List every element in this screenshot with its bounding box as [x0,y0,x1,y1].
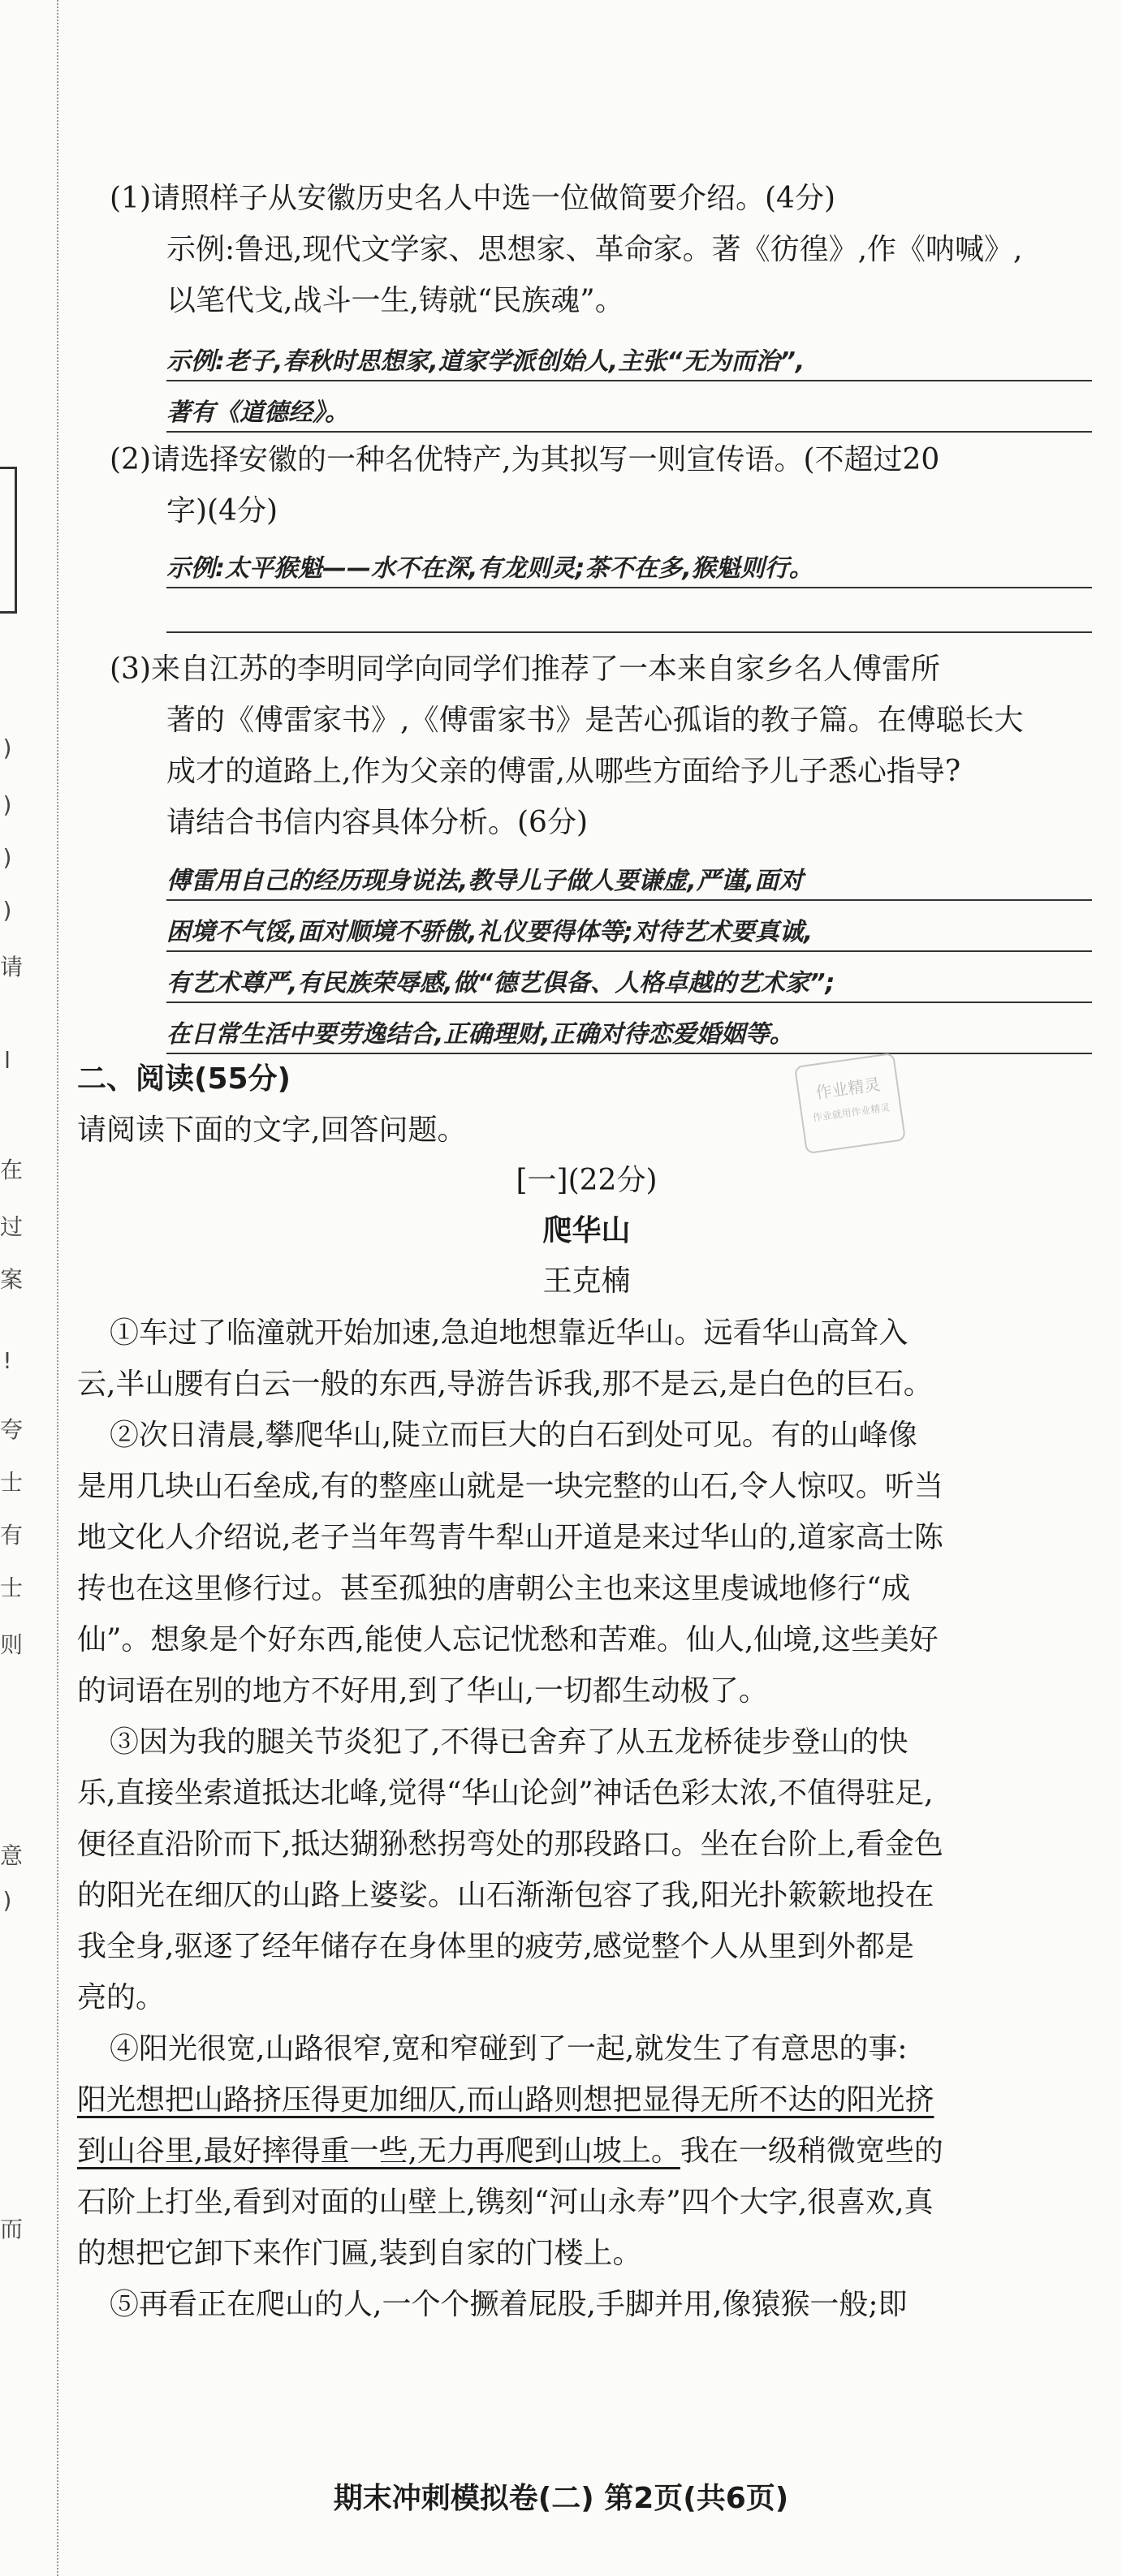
gutter-glyph: 过 [0,1213,24,1240]
gutter-glyph: 士 [0,1574,24,1601]
paragraph-line: ④阳光很宽,山路很窄,宽和窄碰到了一起,就发生了有意思的事: [110,2032,908,2066]
underlined-sentence: 阳光想把山路挤压得更加细仄,而山路则想把显得无所不达的阳光挤 [77,2083,934,2117]
gutter-glyph: 在 [0,1157,24,1183]
underlined-sentence: 到山谷里,最好摔得重一些,无力再爬到山坡上。 [77,2134,680,2168]
article-author: 王克楠 [542,1264,631,1298]
gutter-glyph: ) [2,791,12,818]
section-title: 二、阅读(55分) [77,1062,291,1096]
q3-answer-line: 傅雷用自己的经历现身说法,教导儿子做人要谦虚,严谨,面对 [166,860,1092,901]
paragraph-line: 便径直沿阶而下,抵达猢狲愁拐弯处的那段路口。坐在台阶上,看金色 [77,1828,943,1861]
paragraph-line: 仙”。想象是个好东西,能使人忘记忧愁和苦难。仙人,仙境,这些美好 [77,1623,939,1656]
q1-answer-line: 著有《道德经》。 [166,392,1092,433]
q3-prompt: 成才的道路上,作为父亲的傅雷,从哪些方面给予儿子悉心指导? [166,755,961,788]
gutter-glyph: 请 [0,954,24,980]
paragraph-line: ②次日清晨,攀爬华山,陡立而巨大的白石到处可见。有的山峰像 [110,1419,917,1452]
gutter-glyph: 有 [0,1522,24,1549]
paragraph-line [77,2135,943,2168]
paragraph-line: 云,半山腰有白云一般的东西,导游告诉我,那不是云,是白色的巨石。 [77,1368,933,1401]
gutter-glyph: l [4,1047,11,1074]
stamp-main-text: 作业精灵 [814,1074,882,1103]
gutter-glyph: ! [2,1347,12,1374]
stamp-sub-text: 作业就用作业精灵 [812,1101,891,1124]
q2-prompt: 字)(4分) [166,494,278,528]
paragraph-line: 的阳光在细仄的山路上婆娑。山石渐渐包容了我,阳光扑簌簌地投在 [77,1879,934,1912]
q1-answer-line: 示例:老子,春秋时思想家,道家学派创始人,主张“无为而治”, [166,341,1092,381]
reading-instruction: 请阅读下面的文字,回答问题。 [77,1114,467,1147]
paragraph-line: 我全身,驱逐了经年储存在身体里的疲劳,感觉整个人从里到外都是 [77,1930,914,1963]
q1-prompt: (1)请照样子从安徽历史名人中选一位做简要介绍。(4分) [110,182,835,215]
paragraph-line: 地文化人介绍说,老子当年驾青牛犁山开道是来过华山的,道家高士陈 [77,1521,943,1554]
gutter-glyph: 案 [0,1266,24,1293]
gutter-glyph: ) [2,1887,12,1914]
q1-example-line: 以笔代戈,战斗一生,铸就“民族魂”。 [166,284,624,317]
gutter-glyph: ) [2,897,12,924]
gutter-glyph: 则 [0,1631,24,1658]
paragraph-line: 是用几块山石垒成,有的整座山就是一块完整的山石,令人惊叹。听当 [77,1470,943,1503]
q3-prompt: 请结合书信内容具体分析。(6分) [166,806,588,839]
paragraph-line: ⑤再看正在爬山的人,一个个撅着屁股,手脚并用,像猿猴一般;即 [110,2288,908,2321]
q2-answer-line: 示例:太平猴魁——水不在深,有龙则灵;茶不在多,猴魁则行。 [166,548,1092,588]
q3-prompt: 著的《傅雷家书》,《傅雷家书》是苦心孤诣的教子篇。在傅聪长大 [166,704,1024,737]
q2-prompt: (2)请选择安徽的一种名优特产,为其拟写一则宣传语。(不超过20 [110,443,940,476]
paragraph-text: 我在一级稍微宽些的 [680,2134,943,2168]
q3-prompt: (3)来自江苏的李明同学向同学们推荐了一本来自家乡名人傅雷所 [110,653,940,686]
article-title: 爬华山 [542,1214,631,1247]
page-footer: 期末冲刺模拟卷(二) 第2页(共6页) [333,2482,789,2515]
gutter-glyph: 夸 [0,1416,24,1443]
paragraph-line: ①车过了临潼就开始加速,急迫地想靠近华山。远看华山高耸入 [110,1316,908,1350]
paragraph-line: 抟也在这里修行过。甚至孤独的唐朝公主也来这里虔诚地修行“成 [77,1572,911,1605]
part-label: [一](22分) [516,1164,658,1197]
q3-answer-line: 困境不气馁,面对顺境不骄傲,礼仪要得体等;对待艺术要真诚, [166,911,1092,952]
gutter-box [0,467,17,614]
paragraph-line: ③因为我的腿关节炎犯了,不得已舍弃了从五龙桥徒步登山的快 [110,1725,908,1759]
paragraph-line: 的词语在别的地方不好用,到了华山,一切都生动极了。 [77,1674,768,1708]
gutter-glyph: ) [2,844,12,871]
paragraph-line: 的想把它卸下来作门匾,装到自家的门楼上。 [77,2237,642,2270]
q3-answer-line: 在日常生活中要劳逸结合,正确理财,正确对待恋爱婚姻等。 [166,1014,1092,1054]
paragraph-line: 亮的。 [77,1981,166,2014]
gutter-glyph: 士 [0,1469,24,1496]
gutter-glyph: 意 [0,1842,24,1869]
q1-example-line: 示例:鲁迅,现代文学家、思想家、革命家。著《彷徨》,作《呐喊》, [166,233,1023,266]
gutter-glyph: ) [2,734,12,761]
paragraph-line: 石阶上打坐,看到对面的山壁上,镌刻“河山永寿”四个大字,很喜欢,真 [77,2186,934,2219]
paragraph-line: 乐,直接坐索道抵达北峰,觉得“华山论剑”神话色彩太浓,不值得驻足, [77,1777,934,1810]
q3-answer-line: 有艺术尊严,有民族荣辱感,做“德艺俱备、人格卓越的艺术家”; [166,963,1092,1003]
gutter-glyph: 而 [0,2216,24,2242]
q2-answer-blank [166,601,1092,633]
watermark-stamp [794,1053,906,1154]
